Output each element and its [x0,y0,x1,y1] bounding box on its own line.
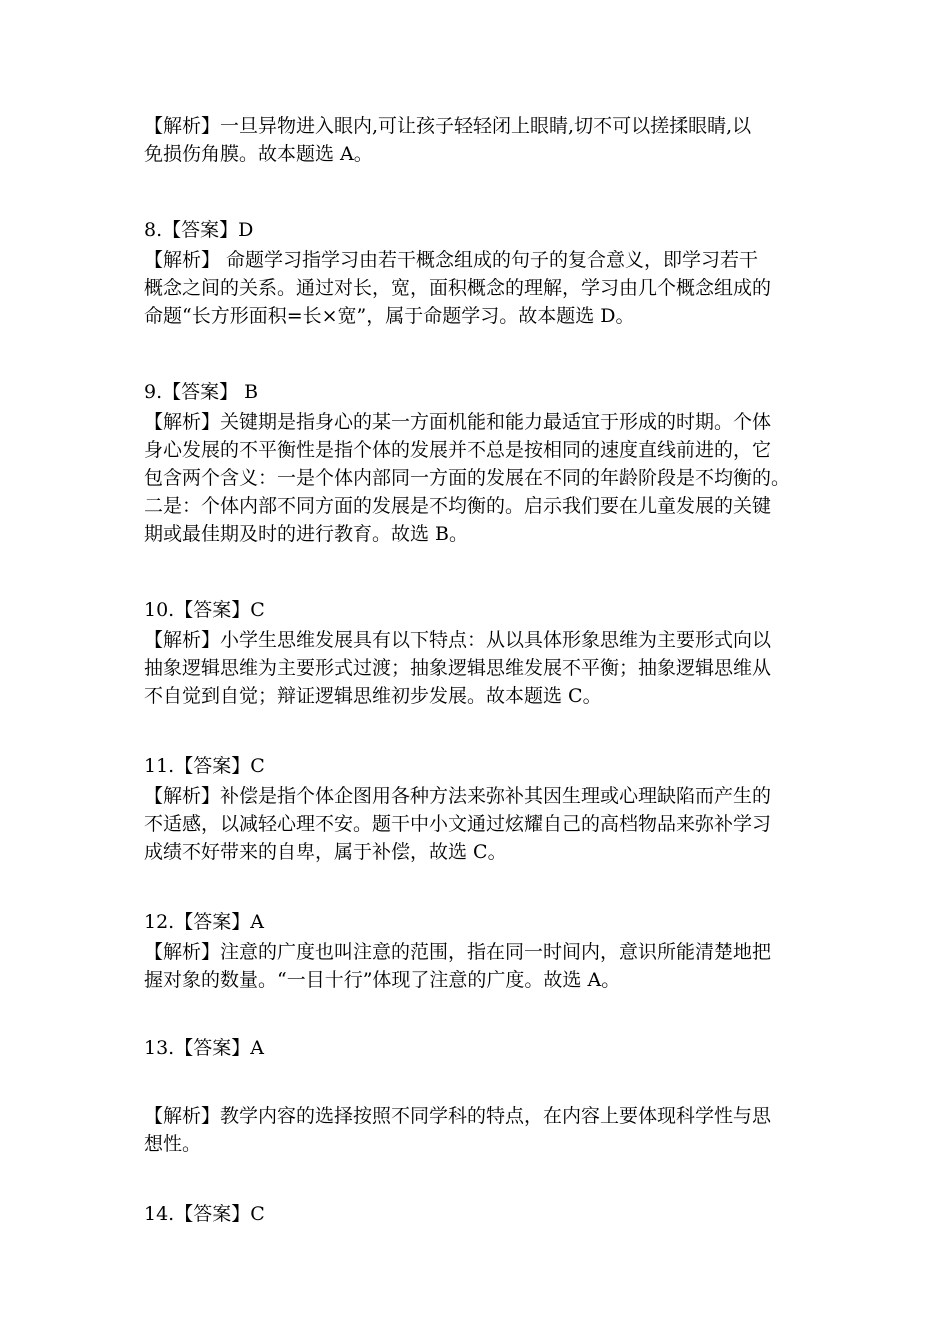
explanation-line: 概念之间的关系。通过对长，宽，面积概念的理解，学习由几个概念组成的 [144,277,772,299]
explanation-line: 不适感，以减轻心理不安。题干中小文通过炫耀自己的高档物品来弥补学习 [144,813,772,835]
explanation-line: 包含两个含义：一是个体内部同一方面的发展在不同的年龄阶段是不均衡的。 [144,467,791,489]
explanation-line: 【解析】 命题学习指学习由若干概念组成的句子的复合意义，即学习若干 [144,249,759,271]
explanation-line: 【解析】一旦异物进入眼内,可让孩子轻轻闭上眼睛,切不可以搓揉眼睛,以 [144,115,752,137]
explanation-line: 成绩不好带来的自卑，属于补偿，故选 C。 [144,841,507,863]
explanation-line: 命题“长方形面积=长×宽”，属于命题学习。故本题选 D。 [144,305,635,327]
explanation-line: 握对象的数量。“一目十行”体现了注意的广度。故选 A。 [144,969,621,991]
explanation-line: 【解析】注意的广度也叫注意的范围，指在同一时间内，意识所能清楚地把 [144,941,772,963]
answer-heading: 10.【答案】C [144,599,265,621]
explanation-line: 【解析】小学生思维发展具有以下特点：从以具体形象思维为主要形式向以 [144,629,772,651]
explanation-line: 免损伤角膜。故本题选 A。 [144,143,373,165]
explanation-line: 身心发展的不平衡性是指个体的发展并不总是按相同的速度直线前进的，它 [144,439,772,461]
answer-heading: 11.【答案】C [144,755,265,777]
answer-heading: 14.【答案】C [144,1203,265,1225]
answer-heading: 8.【答案】D [144,219,254,241]
explanation-line: 【解析】补偿是指个体企图用各种方法来弥补其因生理或心理缺陷而产生的 [144,785,772,807]
answer-heading: 12.【答案】A [144,911,264,933]
explanation-line: 期或最佳期及时的进行教育。故选 B。 [144,523,469,545]
explanation-line: 二是：个体内部不同方面的发展是不均衡的。启示我们要在儿童发展的关键 [144,495,772,517]
explanation-line: 不自觉到自觉；辩证逻辑思维初步发展。故本题选 C。 [144,685,602,707]
answer-heading: 13.【答案】A [144,1037,264,1059]
answer-heading: 9.【答案】 B [144,381,259,403]
explanation-line: 【解析】教学内容的选择按照不同学科的特点，在内容上要体现科学性与思 [144,1105,772,1127]
explanation-line: 想性。 [144,1133,202,1155]
explanation-line: 【解析】关键期是指身心的某一方面机能和能力最适宜于形成的时期。个体 [144,411,772,433]
explanation-line: 抽象逻辑思维为主要形式过渡；抽象逻辑思维发展不平衡；抽象逻辑思维从 [144,657,772,679]
